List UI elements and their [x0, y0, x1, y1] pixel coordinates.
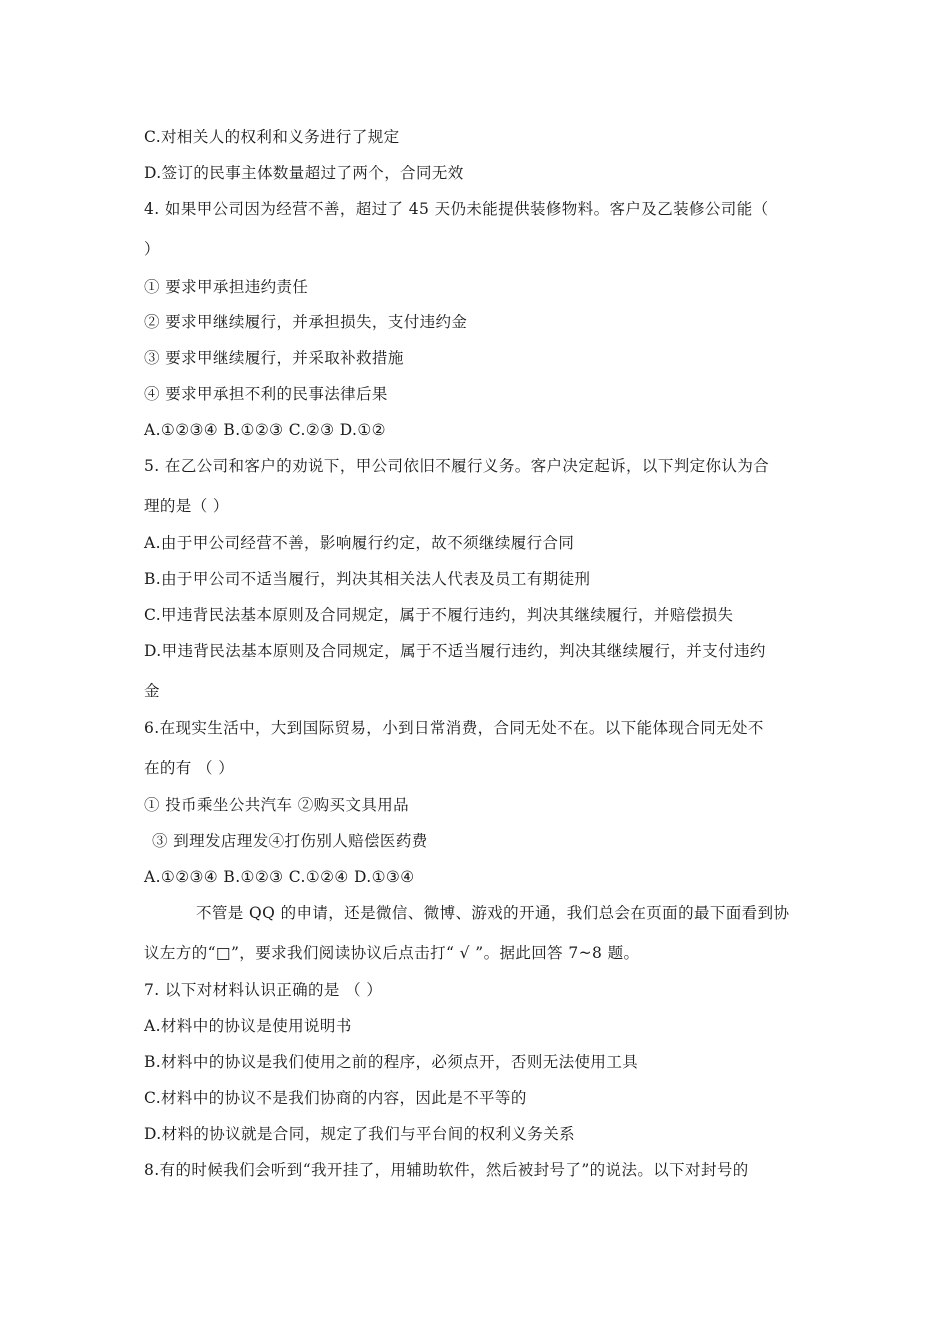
- material-paragraph: 不管是 QQ 的申请，还是微信、微博、游戏的开通，我们总会在页面的最下面看到协: [196, 904, 790, 922]
- q4-item-1: ① 要求甲承担违约责任: [144, 278, 309, 296]
- option-b-q7: B.材料中的协议是我们使用之前的程序，必须点开，否则无法使用工具: [144, 1053, 639, 1071]
- q4-item-4: ④ 要求甲承担不利的民事法律后果: [144, 385, 388, 403]
- q6-options: A.①②③④ B.①②③ C.①②④ D.①③④: [144, 868, 415, 886]
- question-8-stem: 8.有的时候我们会听到“我开挂了，用辅助软件，然后被封号了”的说法。以下对封号的: [144, 1161, 749, 1179]
- option-c-q3: C.对相关人的权利和义务进行了规定: [144, 128, 400, 146]
- question-7-stem: 7. 以下对材料认识正确的是 （ ）: [144, 981, 383, 999]
- q6-items-row-1: ① 投币乘坐公共汽车 ②购买文具用品: [144, 796, 410, 814]
- question-4-stem: 4. 如果甲公司因为经营不善，超过了 45 天仍未能提供装修物料。客户及乙装修公司能（: [144, 200, 769, 218]
- question-6-stem-end: 在的有 （ ）: [144, 759, 235, 777]
- option-d-q5-end: 金: [144, 682, 160, 700]
- q4-options: A.①②③④ B.①②③ C.②③ D.①②: [144, 421, 386, 439]
- option-c-q5: C.甲违背民法基本原则及合同规定，属于不履行违约，判决其继续履行，并赔偿损失: [144, 606, 734, 624]
- option-d-q5: D.甲违背民法基本原则及合同规定，属于不适当履行违约，判决其继续履行，并支付违约: [144, 642, 766, 660]
- question-5-stem: 5. 在乙公司和客户的劝说下，甲公司依旧不履行义务。客户决定起诉，以下判定你认为合: [144, 457, 770, 475]
- question-6-stem: 6.在现实生活中，大到国际贸易，小到日常消费，合同无处不在。以下能体现合同无处不: [144, 719, 764, 737]
- option-a-q7: A.材料中的协议是使用说明书: [144, 1017, 352, 1035]
- q6-items-row-2: ③ 到理发店理发④打伤别人赔偿医药费: [152, 832, 428, 850]
- question-4-stem-end: ）: [144, 240, 160, 258]
- option-d-q7: D.材料的协议就是合同，规定了我们与平台间的权利义务关系: [144, 1125, 576, 1143]
- q4-item-2: ② 要求甲继续履行，并承担损失，支付违约金: [144, 313, 468, 331]
- material-paragraph-end: 议左方的“□”，要求我们阅读协议后点击打“ √ ”。据此回答 7~8 题。: [144, 944, 640, 962]
- option-d-q3: D.签订的民事主体数量超过了两个，合同无效: [144, 164, 464, 182]
- q4-item-3: ③ 要求甲继续履行，并采取补救措施: [144, 349, 404, 367]
- option-b-q5: B.由于甲公司不适当履行，判决其相关法人代表及员工有期徒刑: [144, 570, 591, 588]
- option-c-q7: C.材料中的协议不是我们协商的内容，因此是不平等的: [144, 1089, 527, 1107]
- option-a-q5: A.由于甲公司经营不善，影响履行约定，故不须继续履行合同: [144, 534, 575, 552]
- question-5-stem-end: 理的是（ ）: [144, 497, 229, 515]
